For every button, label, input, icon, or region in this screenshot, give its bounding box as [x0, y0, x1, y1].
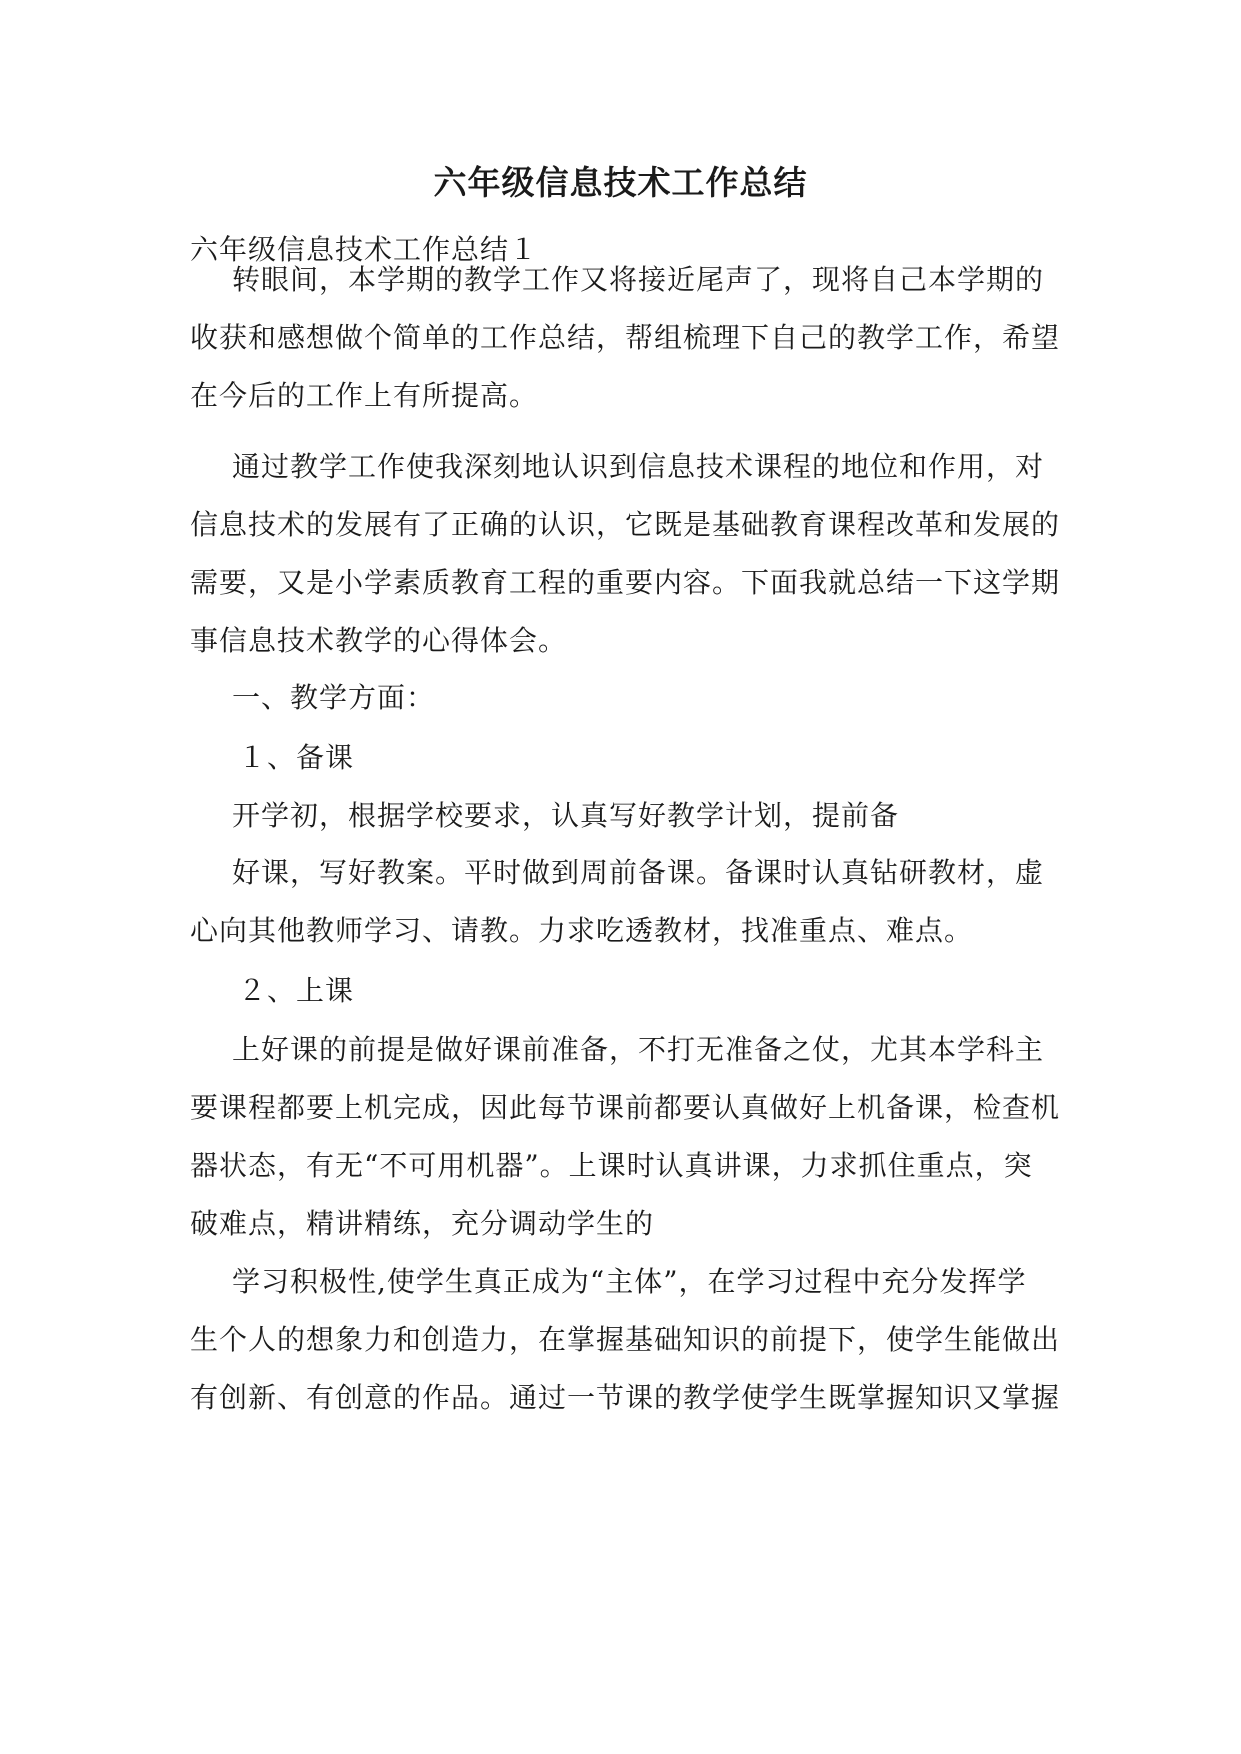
document-title: 六年级信息技术工作总结 [433, 163, 808, 202]
paragraph-line: 上好课的前提是做好课前准备，不打无准备之仗，尤其本学科主 [232, 1033, 1045, 1066]
heading-line: 一、教学方面： [232, 681, 436, 714]
paragraph-line: 有创新、有创意的作品。通过一节课的教学使学生既掌握知识又掌握 [190, 1381, 1061, 1414]
paragraph-line: 在今后的工作上有所提高。 [190, 379, 539, 412]
paragraph-line: 学习积极性,使学生真正成为“主体”，在学习过程中充分发挥学 [232, 1265, 1027, 1298]
paragraph-line: 信息技术的发展有了正确的认识，它既是基础教育课程改革和发展的 [190, 508, 1061, 541]
heading-line: ２、上课 [238, 974, 355, 1007]
paragraph-line: 器状态，有无“不可用机器”。上课时认真讲课，力求抓住重点，突 [190, 1149, 1033, 1182]
paragraph-line: 开学初，根据学校要求，认真写好教学计划，提前备 [232, 799, 900, 832]
paragraph-line: 要课程都要上机完成，因此每节课前都要认真做好上机备课，检查机 [190, 1091, 1061, 1124]
section-heading: 六年级信息技术工作总结１ [190, 233, 539, 266]
paragraph-line: 通过教学工作使我深刻地认识到信息技术课程的地位和作用，对 [232, 450, 1045, 483]
paragraph-line: 事信息技术教学的心得体会。 [190, 624, 568, 657]
paragraph-line: 转眼间，本学期的教学工作又将接近尾声了，现将自己本学期的 [232, 263, 1045, 296]
paragraph-line: 破难点，精讲精练，充分调动学生的 [190, 1207, 655, 1240]
paragraph-line: 好课，写好教案。平时做到周前备课。备课时认真钻研教材，虚 [232, 856, 1045, 889]
paragraph-line: 心向其他教师学习、请教。力求吃透教材，找准重点、难点。 [190, 914, 974, 947]
paragraph-line: 需要，又是小学素质教育工程的重要内容。下面我就总结一下这学期 [190, 566, 1061, 599]
heading-line: １、备课 [238, 741, 355, 774]
paragraph-line: 收获和感想做个简单的工作总结，帮组梳理下自己的教学工作，希望 [190, 321, 1061, 354]
paragraph-line: 生个人的想象力和创造力，在掌握基础知识的前提下，使学生能做出 [190, 1323, 1061, 1356]
